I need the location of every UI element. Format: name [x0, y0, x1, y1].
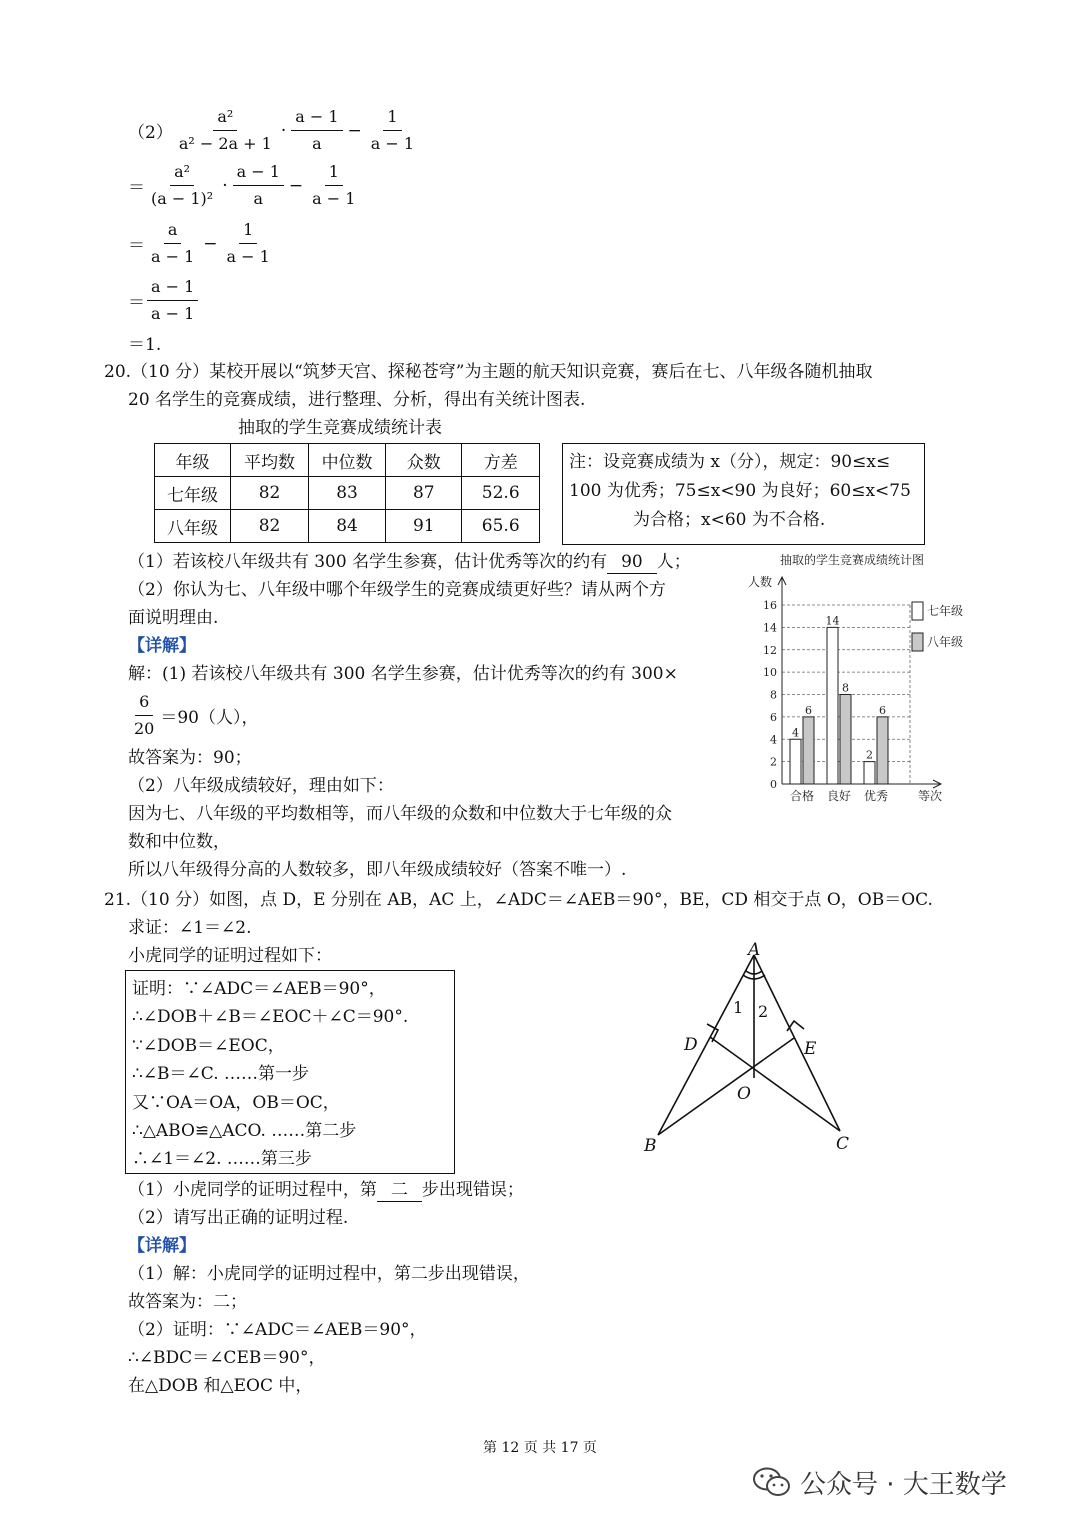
segment-be [658, 1038, 794, 1135]
q21-sol-line4: ∴∠BDC＝∠CEB＝90°， [128, 1348, 326, 1368]
legend-label: 八年级 [927, 635, 964, 649]
bar [864, 762, 875, 784]
segment-ab [658, 955, 754, 1135]
algebra-line-4 [128, 276, 200, 325]
table-header-cell: 平均数 [231, 444, 309, 477]
equals: ＝ [128, 236, 145, 256]
angle-label-1: 1 [733, 998, 744, 1017]
answer-blank: 二 [377, 1179, 422, 1202]
q20-solution-frac: $\frac{6}{20}$ ＝90（人）， [128, 691, 259, 740]
part-label: （2） [128, 123, 173, 143]
q20-sol2-line4: 所以八年级得分高的人数较多，即八年级成绩较好（答案不唯一）. [128, 860, 627, 880]
fraction: $\frac{\text{a²}}{\text{(a − 1)²}}$ [151, 162, 214, 208]
table-cell: 83 [309, 477, 386, 510]
note-line: 100 为优秀；75≤x<90 为良好；60≤x<75 [569, 481, 911, 501]
dot-operator: · [222, 175, 228, 196]
table-row [155, 510, 540, 543]
x-axis-label: 等次 [917, 789, 943, 803]
note-line: 注：设竞赛成绩为 x（分），规定：90≤x≤ [569, 452, 891, 472]
y-axis-label: 人数 [748, 575, 773, 589]
stats-table [154, 443, 540, 543]
equals: ＝ [128, 178, 145, 198]
bar [877, 717, 888, 784]
q20-table-title: 抽取的学生竞赛成绩统计表 [238, 418, 442, 438]
fraction: $\frac{a - 1}{a}$ [233, 161, 284, 210]
q20-solution-1: 解：(1) 若该校八年级共有 300 名学生参赛，估计优秀等次的约有 300× [128, 664, 678, 684]
proof-line: ∵∠DOB＝∠EOC， [132, 1035, 285, 1056]
minus-operator: − [288, 175, 304, 196]
fraction: $\frac{1}{a - 1}$ [226, 220, 270, 266]
q21-stem-line2: 求证：∠1＝∠2. [128, 918, 252, 938]
q20-stem-line1: 20.（10 分）某校开展以“筑梦天宫、探秘苍穹”为主题的航天知识竞赛，赛后在七、八年级各随机抽取 [104, 362, 873, 382]
watermark-text: 公众号 · 大王数学 [800, 1469, 1007, 1500]
y-tick-label: 2 [770, 755, 777, 769]
fraction: $\frac{a - 1}{a}$ [291, 106, 342, 155]
q20-sol2-line3: 数和中位数， [128, 832, 230, 852]
algebra-line-3 [128, 219, 276, 268]
table-header-cell: 方差 [462, 444, 540, 477]
q21-stem-line1: 21.（10 分）如图，点 D，E 分别在 AB，AC 上，∠ADC＝∠AEB＝90°，BE，CD 相交于点 O，OB＝OC. [104, 890, 933, 910]
y-tick-label: 8 [770, 688, 777, 702]
q20-sub2-line1: （2）你认为七、八年级中哪个年级学生的竞赛成绩更好些？请从两个方 [128, 580, 666, 600]
bar [803, 717, 814, 784]
chart-title: 抽取的学生竞赛成绩统计图 [779, 553, 925, 567]
q21-sub1: （1）小虎同学的证明过程中，第 二 步出现错误； [128, 1180, 524, 1200]
table-cell: 87 [386, 477, 462, 510]
q21-intro: 小虎同学的证明过程如下： [128, 946, 332, 966]
equals: ＝ [128, 293, 145, 313]
note-line: 为合格；x<60 为不合格. [633, 510, 826, 530]
table-cell: 91 [386, 510, 462, 543]
bar [840, 695, 851, 785]
proof-box [125, 970, 455, 1174]
y-tick-label: 0 [770, 778, 777, 791]
point-label-d: D [684, 1035, 698, 1055]
q21-sol-line1: （1）解：小虎同学的证明过程中，第二步出现错误， [128, 1264, 530, 1284]
table-cell: 52.6 [462, 477, 540, 510]
q21-sol-line5: 在△DOB 和△EOC 中， [128, 1376, 313, 1396]
page-footer: 第 12 页 共 17 页 [483, 1440, 597, 1456]
watermark [752, 1462, 1007, 1502]
point-label-a: A [748, 940, 761, 960]
table-cell: 65.6 [462, 510, 540, 543]
table-header-cell: 中位数 [309, 444, 386, 477]
bar-value-label: 2 [866, 748, 873, 762]
grade-bar-chart [740, 548, 965, 810]
y-tick-label: 4 [770, 733, 777, 747]
x-tick-label: 优秀 [863, 789, 889, 803]
legend-swatch [912, 602, 923, 620]
y-tick-label: 12 [763, 643, 777, 657]
answer-blank: 90 [607, 551, 657, 574]
bar [790, 739, 801, 784]
algebra-line-2 [128, 161, 361, 210]
q20-stem-line2: 20 名学生的竞赛成绩，进行整理、分析，得出有关统计图表. [128, 390, 586, 410]
bar-value-label: 6 [879, 703, 886, 717]
fraction: $\frac{1}{a - 1}$ [370, 107, 415, 153]
algebra-line-1 [128, 106, 420, 155]
x-tick-label: 良好 [826, 789, 852, 803]
fraction: $\frac{a}{a - 1}$ [151, 220, 195, 266]
proof-line: ∴∠1＝∠2. ……第三步 [132, 1149, 312, 1170]
y-tick-label: 14 [763, 621, 777, 635]
table-row [155, 477, 540, 510]
minus-operator: − [203, 233, 218, 254]
y-tick-label: 6 [770, 710, 777, 724]
dot-operator: · [280, 120, 287, 141]
table-cell: 82 [231, 477, 309, 510]
proof-line: 证明：∵∠ADC＝∠AEB＝90°， [132, 979, 386, 999]
point-label-o: O [737, 1084, 751, 1104]
detail-heading: 【详解】 [128, 636, 196, 656]
proof-line: ∴△ABO≌△ACO. ……第二步 [132, 1121, 357, 1142]
triangle-figure [630, 935, 870, 1160]
fraction: $\frac{\text{a²}}{\text{a² − 2a + 1}}$ [178, 107, 272, 153]
q20-sol2-line2: 因为七、八年级的平均数相等，而八年级的众数和中位数大于七年级的众 [128, 804, 672, 824]
bar-value-label: 14 [825, 614, 840, 628]
q21-sol-line2: 故答案为：二； [128, 1292, 247, 1312]
algebra-result: ＝1. [128, 335, 162, 355]
fraction: $\frac{1}{a - 1}$ [312, 162, 356, 208]
q20-answer: 故答案为：90； [128, 748, 252, 768]
bar-value-label: 4 [792, 726, 799, 740]
table-cell: 七年级 [155, 477, 231, 510]
table-cell: 82 [231, 510, 309, 543]
proof-line: ∴∠B＝∠C. ……第一步 [132, 1064, 310, 1085]
segment-ac [754, 955, 840, 1131]
table-header-row [155, 444, 540, 477]
table-header-cell: 年级 [155, 444, 231, 477]
detail-heading: 【详解】 [128, 1236, 196, 1256]
point-label-c: C [836, 1134, 850, 1154]
q21-sol-line3: （2）证明：∵∠ADC＝∠AEB＝90°， [128, 1320, 427, 1340]
point-label-b: B [644, 1136, 657, 1156]
x-tick-label: 合格 [789, 789, 815, 803]
table-cell: 八年级 [155, 510, 231, 543]
legend-swatch [912, 633, 923, 651]
bar-value-label: 6 [805, 703, 812, 717]
table-cell: 84 [309, 510, 386, 543]
y-tick-label: 16 [763, 599, 777, 612]
point-label-e: E [804, 1039, 817, 1059]
fraction: $\frac{a - 1}{a - 1}$ [147, 276, 198, 325]
note-box [562, 443, 925, 545]
proof-line: 又∵OA＝OA，OB＝OC， [132, 1092, 340, 1113]
bar [827, 627, 838, 784]
fraction: $\frac{6}{20}$ [134, 692, 155, 738]
minus-operator: − [347, 120, 362, 141]
table-header-cell: 众数 [386, 444, 462, 477]
bar-value-label: 8 [842, 681, 849, 695]
q20-sol2-line1: （2）八年级成绩较好，理由如下： [128, 776, 394, 796]
proof-line: ∴∠DOB＋∠B＝∠EOC＋∠C＝90°. [132, 1007, 409, 1028]
angle-label-2: 2 [758, 1002, 769, 1021]
q20-sub1: （1）若该校八年级共有 300 名学生参赛，估计优秀等次的约有 90 人； [128, 552, 691, 572]
wechat-icon [752, 1465, 792, 1499]
legend-label: 七年级 [927, 604, 964, 618]
q21-sub2: （2）请写出正确的证明过程. [128, 1208, 349, 1228]
y-tick-label: 10 [763, 666, 777, 680]
q20-sub2-line2: 面说明理由. [128, 608, 219, 628]
